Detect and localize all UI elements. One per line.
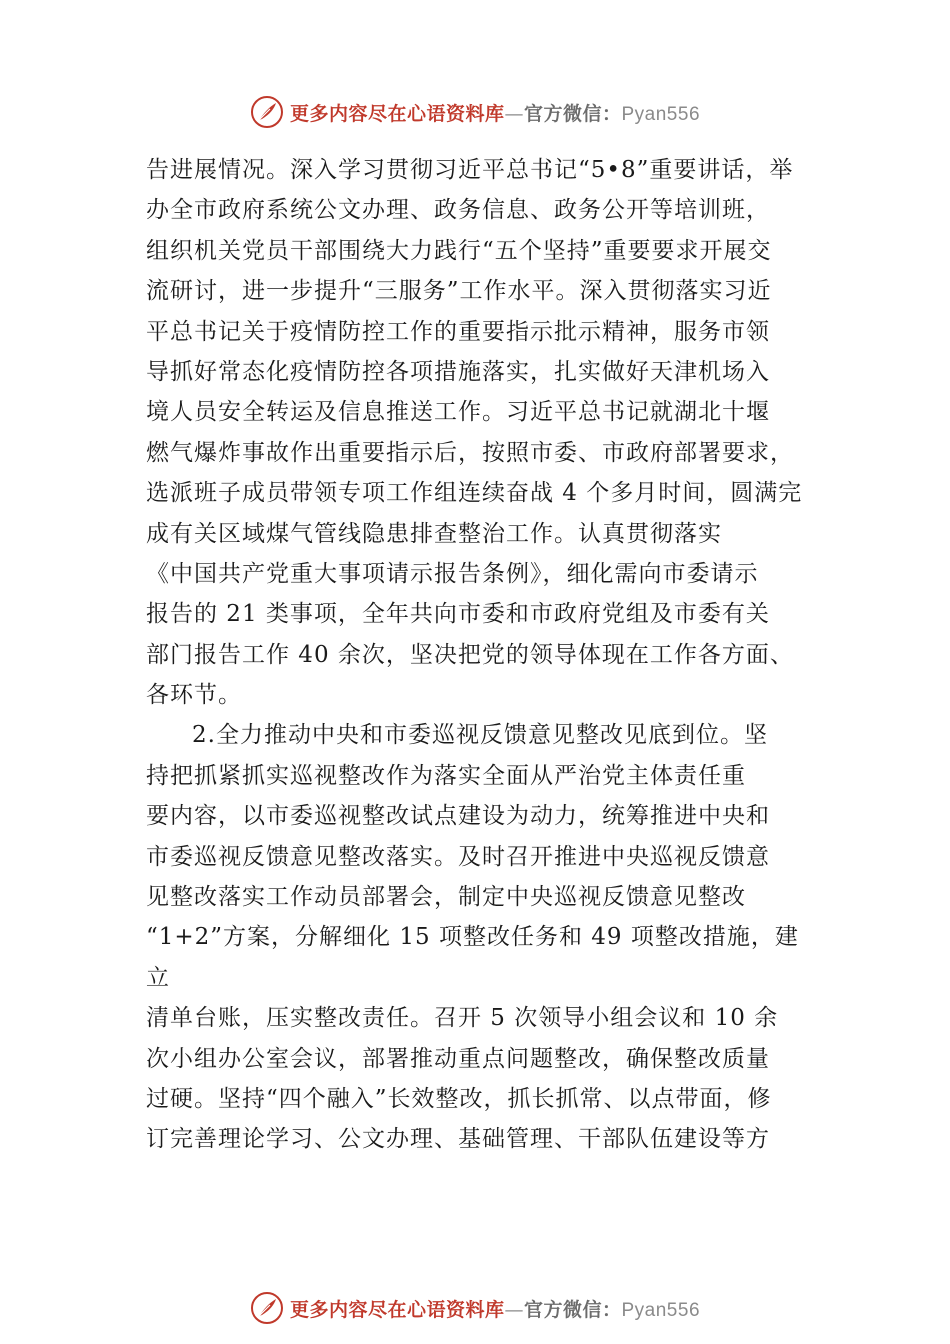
feather-pen-logo-icon [250,95,284,129]
banner-library-name: 更多内容尽在心语资料库 [289,1298,505,1321]
text-line: 见整改落实工作动员部署会，制定中央巡视反馈意见整改 [146,884,746,911]
banner-text [290,99,700,126]
text-line: 报告的 21 类事项，全年共向市委和市政府党组及市委有关 [146,601,770,628]
text-line: 燃气爆炸事故作出重要指示后，按照市委、市政府部署要求， [146,439,794,466]
text-line: 清单台账，压实整改责任。召开 5 次领导小组会议和 10 余 [146,1005,779,1032]
banner-wechat-label: 官方微信： [523,102,622,125]
section-heading-line: 2.全力推动中央和市委巡视反馈意见整改见底到位。坚 [192,722,768,749]
text-line: 过硬。坚持“四个融入”长效整改，抓长抓常、以点带面，修 [146,1085,772,1112]
text-line: 立 [146,964,170,991]
text-line: 选派班子成员带领专项工作组连续奋战 4 个多月时间，圆满完 [146,480,803,507]
text-line: 各环节。 [146,682,242,709]
text-line: 市委巡视反馈意见整改落实。及时召开推进中央巡视反馈意 [146,843,770,870]
text-line: 境人员安全转运及信息推送工作。习近平总书记就湖北十堰 [146,399,770,426]
banner-wechat-id: Pyan556 [621,1299,701,1321]
text-line: 次小组办公室会议，部署推动重点问题整改，确保整改质量 [146,1045,770,1072]
banner-text [290,1295,700,1322]
banner-wechat-id: Pyan556 [621,103,701,125]
footer-banner [0,1288,950,1328]
text-line: 订完善理论学习、公文办理、基础管理、干部队伍建设等方 [146,1126,770,1153]
text-line: 《中国共产党重大事项请示报告条例》，细化需向市委请示 [146,560,759,587]
banner-wechat-label: 官方微信： [523,1298,622,1321]
document-body [146,150,816,1160]
text-line: 告进展情况。深入学习贯彻习近平总书记“5•8”重要讲话，举 [146,157,794,183]
banner-separator: — [504,102,524,125]
text-line: 办全市政府系统公文办理、政务信息、政务公开等培训班， [146,197,770,224]
text-line: 组织机关党员干部围绕大力践行“五个坚持”重要要求开展交 [146,237,772,264]
text-line: 部门报告工作 40 余次，坚决把党的领导体现在工作各方面、 [146,641,794,668]
header-banner [0,92,950,132]
text-line: 流研讨，进一步提升“三服务”工作水平。深入贯彻落实习近 [146,278,772,305]
text-line: 导抓好常态化疫情防控各项措施落实，扎实做好天津机场入 [146,358,770,385]
feather-pen-logo-icon [250,1291,284,1325]
text-line: 要内容，以市委巡视整改试点建设为动力，统筹推进中央和 [146,803,770,830]
text-line: 成有关区域煤气管线隐患排查整治工作。认真贯彻落实 [146,520,722,547]
text-line: “1+2”方案，分解细化 15 项整改任务和 49 项整改措施，建 [146,924,799,951]
text-line: 平总书记关于疫情防控工作的重要指示批示精神，服务市领 [146,318,770,345]
text-line: 持把抓紧抓实巡视整改作为落实全面从严治党主体责任重 [146,762,746,789]
banner-separator: — [504,1298,524,1321]
banner-library-name: 更多内容尽在心语资料库 [289,102,505,125]
